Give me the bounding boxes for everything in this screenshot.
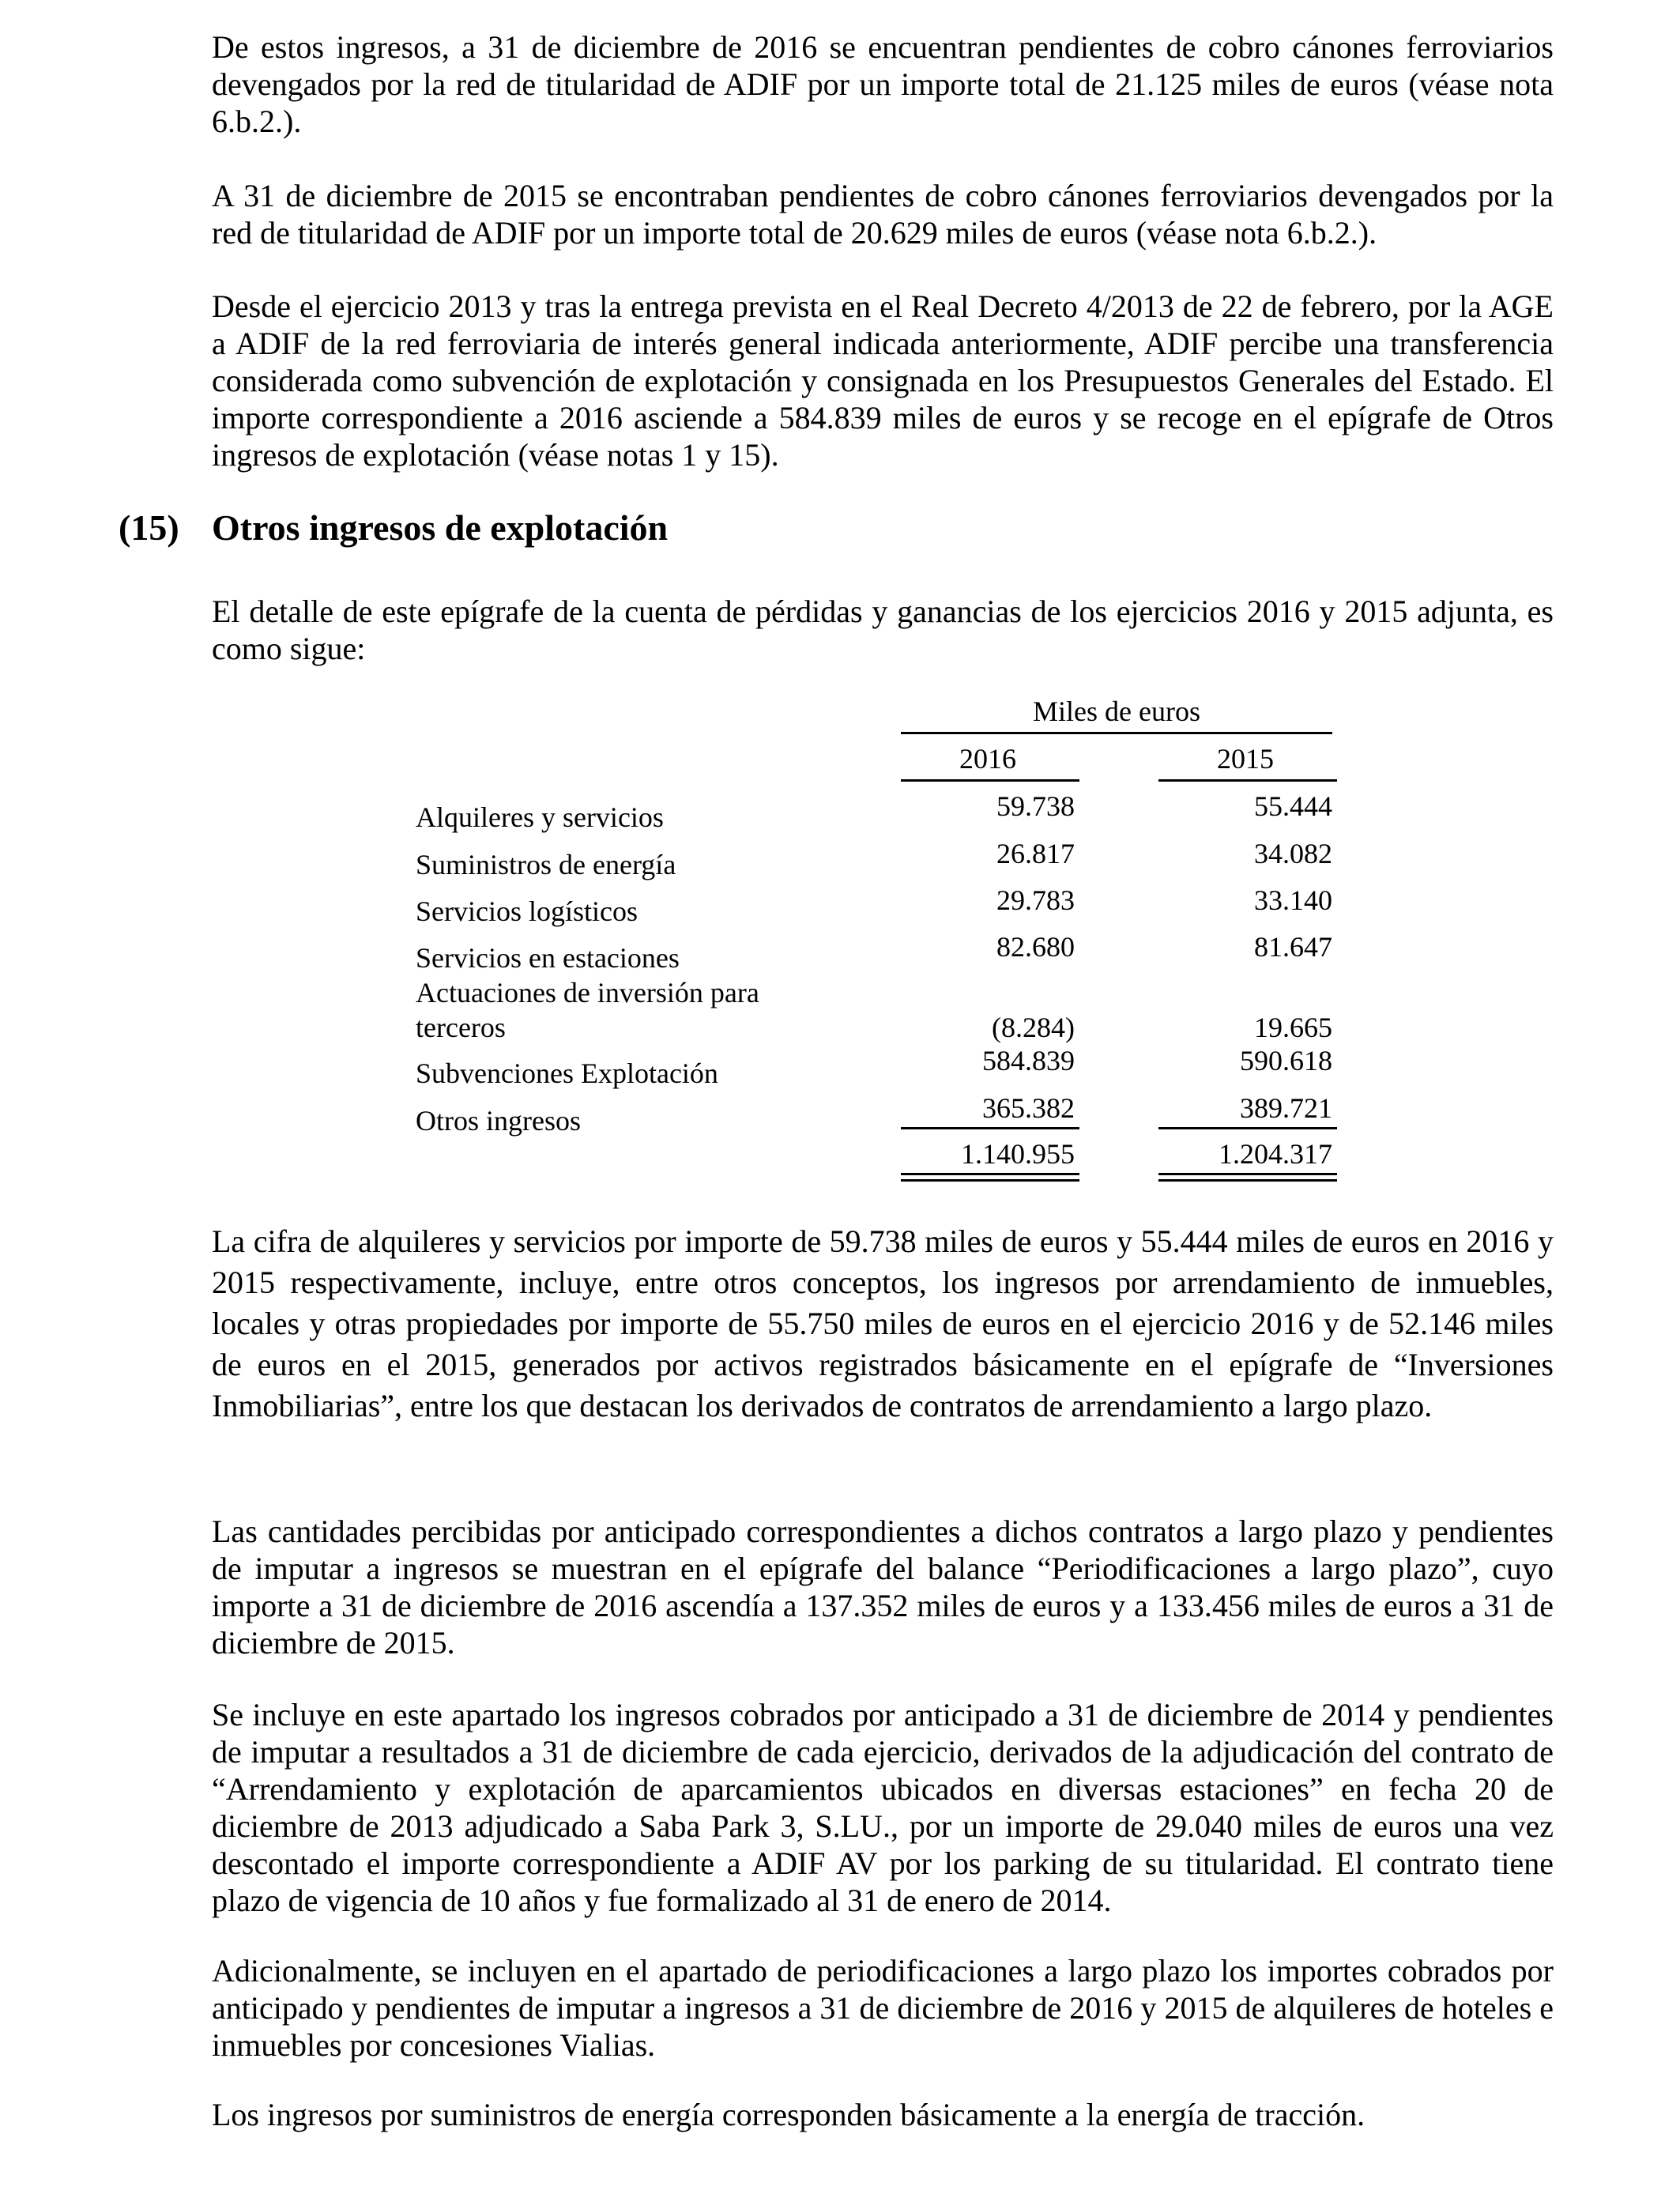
total-double-rule-2016-a bbox=[901, 1173, 1079, 1175]
paragraph-periodificaciones: Adicionalmente, se incluyen en el apartado de periodificaciones a largo plazo los importes cobrados por anticipado y pendientes de imputar a ingresos a 31 de diciembre de 2016 y 2015 de alquileres de hoteles e inmuebles por concesiones Vialias. bbox=[212, 1953, 1554, 2063]
row-value-2015: 81.647 bbox=[1254, 931, 1332, 963]
year-2015-header: 2015 bbox=[1217, 743, 1274, 775]
row-value-2015: 33.140 bbox=[1254, 884, 1332, 916]
subtotal-rule-2015 bbox=[1158, 1127, 1337, 1129]
row-value-2016: 584.839 bbox=[982, 1045, 1075, 1076]
row-value-2016: 365.382 bbox=[982, 1092, 1075, 1124]
row-value-2016: 29.783 bbox=[996, 884, 1075, 916]
row-value-2016: (8.284) bbox=[992, 1012, 1075, 1043]
year-2015-rule bbox=[1158, 779, 1337, 782]
row-value-2015: 19.665 bbox=[1254, 1012, 1332, 1043]
subtotal-rule-2016 bbox=[901, 1127, 1079, 1129]
paragraph-alquileres: La cifra de alquileres y servicios por importe de 59.738 miles de euros y 55.444 miles de euros en 2016 y 2015 respectivamente, incluye, entre otros conceptos, los ingresos por arrendamiento de inmuebles, locales y otras propiedades por importe de 55.750 miles de euros en el ejercicio 2016 y de 52.146 miles de euros en el 2015, generados por activos registrados básicamente en el epígrafe de “Inversiones Inmobiliarias”, entre los que destacan los derivados de contratos de arrendamiento a largo plazo. bbox=[212, 1223, 1554, 1423]
row-value-2016: 82.680 bbox=[996, 931, 1075, 963]
row-value-2016: 59.738 bbox=[996, 790, 1075, 822]
row-label: Alquileres y servicios bbox=[416, 801, 664, 833]
row-label-line1: Actuaciones de inversión para bbox=[416, 977, 759, 1008]
row-value-2015: 389.721 bbox=[1240, 1092, 1332, 1124]
paragraph-cantidades-anticipadas: Las cantidades percibidas por anticipado correspondientes a dichos contratos a largo plazo y pendientes de imputar a ingresos se muestran en el epígrafe del balance “Periodificaciones a largo plazo”, cuyo importe a 31 de diciembre de 2016 ascendía a 137.352 miles de euros y a 133.456 miles de euros a 31 de diciembre de 2015. bbox=[212, 1514, 1554, 1661]
paragraph-cobros-2015: A 31 de diciembre de 2015 se encontraban pendientes de cobro cánones ferroviarios devengados por la red de titularidad de ADIF por un importe total de 20.629 miles de euros (véase nota 6.b.2.). bbox=[212, 178, 1554, 251]
paragraph-subvencion: Desde el ejercicio 2013 y tras la entrega prevista en el Real Decreto 4/2013 de 22 de febrero, por la AGE a ADIF de la red ferroviaria de interés general indicada anteriormente, ADIF percibe una transferencia considerada como subvención de explotación y consignada en los Presupuestos Generales del Estado. El importe correspondiente a 2016 asciende a 584.839 miles de euros y se recoge en el epígrafe de Otros ingresos de explotación (véase notas 1 y 15). bbox=[212, 288, 1554, 473]
total-2015: 1.204.317 bbox=[1219, 1138, 1332, 1170]
row-label: Servicios logísticos bbox=[416, 895, 638, 927]
section-title: Otros ingresos de explotación bbox=[212, 507, 669, 548]
row-value-2015: 55.444 bbox=[1254, 790, 1332, 822]
year-2016-rule bbox=[901, 779, 1079, 782]
year-2016-header: 2016 bbox=[959, 743, 1016, 775]
row-label: Subvenciones Explotación bbox=[416, 1057, 718, 1089]
total-double-rule-2016-b bbox=[901, 1179, 1079, 1182]
paragraph-aparcamientos: Se incluye en este apartado los ingresos cobrados por anticipado a 31 de diciembre de 2014 y pendientes de imputar a resultados a 31 de diciembre de cada ejercicio, derivados de la adjudicación del contrato de “Arrendamiento y explotación de aparcamientos ubicados en diversas estaciones” en fecha 20 de diciembre de 2013 adjudicado a Saba Park 3, S.LU., por un importe de 29.040 miles de euros una vez descontado el importe correspondiente a ADIF AV por los parking de su titularidad. El contrato tiene plazo de vigencia de 10 años y fue formalizado al 31 de enero de 2014. bbox=[212, 1697, 1554, 1918]
section-intro: El detalle de este epígrafe de la cuenta de pérdidas y ganancias de los ejercicios 2016 y 2015 adjunta, es como sigue: bbox=[212, 594, 1554, 666]
total-double-rule-2015-a bbox=[1158, 1173, 1337, 1175]
total-double-rule-2015-b bbox=[1158, 1179, 1337, 1182]
header-rule bbox=[901, 732, 1332, 734]
row-value-2015: 34.082 bbox=[1254, 838, 1332, 869]
total-2016: 1.140.955 bbox=[961, 1138, 1075, 1170]
paragraph-suministros: Los ingresos por suministros de energía corresponden básicamente a la energía de tracción. bbox=[212, 2097, 1365, 2132]
section-number: (15) bbox=[119, 507, 179, 548]
paragraph-cobros-2016: De estos ingresos, a 31 de diciembre de 2016 se encuentran pendientes de cobro cánones ferroviarios devengados por la red de titularidad de ADIF por un importe total de 21.125 miles de euros (véase nota 6.b.2.). bbox=[212, 29, 1554, 139]
row-value-2016: 26.817 bbox=[996, 838, 1075, 869]
row-label: Otros ingresos bbox=[416, 1105, 581, 1137]
row-label: Suministros de energía bbox=[416, 849, 676, 880]
row-value-2015: 590.618 bbox=[1240, 1045, 1332, 1076]
row-label-line2: terceros bbox=[416, 1012, 506, 1043]
row-label: Servicios en estaciones bbox=[416, 942, 680, 974]
table-unit-header: Miles de euros bbox=[1033, 696, 1200, 727]
